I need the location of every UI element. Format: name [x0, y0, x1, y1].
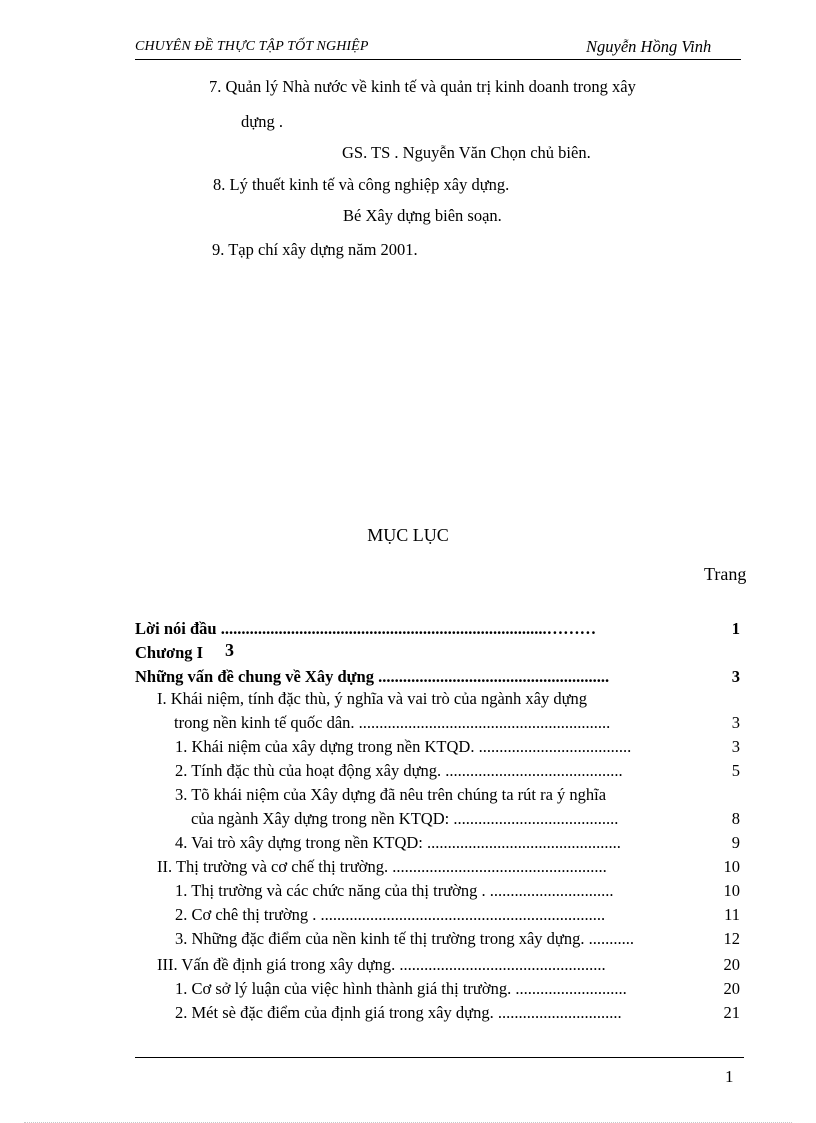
toc-entry [0, 689, 816, 713]
footer-rule [135, 1057, 744, 1058]
toc-entry [0, 785, 816, 809]
toc-entry-page: 8 [731, 809, 740, 828]
reference-item-7: 7. Quản lý Nhà nước về kinh tế và quản trị kinh doanh trong xây [209, 77, 636, 96]
running-header-title: CHUYÊN ĐỀ THỰC TẬP TỐT NGHIỆP [135, 39, 369, 54]
toc-entry-page: 20 [723, 955, 740, 974]
toc-entry [0, 619, 816, 643]
toc-entry-text: Chương I [135, 643, 204, 662]
toc-entry [0, 737, 816, 761]
toc-entry-text: 3. Tõ khái niệm của Xây dựng đã nêu trên chúng ta rút ra ý nghĩa [175, 785, 607, 804]
toc-entry-text: 1. Cơ sở lý luận của việc hình thành giá thị trường. ........................... [175, 979, 627, 998]
toc-entry-page: 11 [724, 905, 740, 924]
toc-entry [0, 833, 816, 857]
running-header-author: Nguyễn Hồng Vinh [586, 37, 712, 56]
toc-entry-page: 9 [731, 833, 740, 852]
toc-entry [0, 955, 816, 979]
reference-item-7-continued: dựng . [241, 112, 283, 131]
toc-entry [0, 881, 816, 905]
reference-item-7-editor: GS. TS . Nguyễn Văn Chọn chủ biên. [342, 143, 591, 162]
toc-entry-text: Những vấn đề chung về Xây dựng ........................................................ [135, 667, 610, 686]
chapter-number: 3 [225, 640, 234, 660]
toc-title: MỤC LỤC [367, 525, 449, 545]
toc-entry-page: 20 [723, 979, 740, 998]
toc-entry-text: I. Khái niệm, tính đặc thù, ý nghĩa và vai trò của ngành xây dựng [157, 689, 588, 708]
toc-entry-page: 12 [723, 929, 740, 948]
toc-entry [0, 809, 816, 833]
toc-entry-text: 2. Mét sè đặc điểm của định giá trong xây dựng. .............................. [175, 1003, 622, 1022]
toc-entry-page: 21 [723, 1003, 740, 1022]
toc-entry-page: 3 [731, 737, 740, 756]
toc-entry [0, 929, 816, 953]
toc-entry [0, 1003, 816, 1027]
toc-entry-text: của ngành Xây dựng trong nền KTQD: ........................................ [191, 809, 619, 828]
toc-entry-page: 10 [723, 857, 740, 876]
toc-entry [0, 979, 816, 1003]
toc-page-column-label: Trang [704, 564, 747, 584]
toc-entry-text: III. Vấn đề định giá trong xây dựng. .................................................. [157, 955, 606, 974]
toc-entry-text: 2. Tính đặc thù của hoạt động xây dựng. ........................................... [175, 761, 623, 780]
toc-entry-text: 2. Cơ chê thị trường . ..................................................................... [175, 905, 606, 924]
toc-entry-page: 1 [731, 619, 740, 638]
toc-entry-page: 3 [731, 713, 740, 732]
toc-entry [0, 905, 816, 929]
toc-entry-text: 3. Những đặc điểm của nền kinh tế thị trường trong xây dựng. ........... [175, 929, 634, 948]
toc-entry-page: 10 [723, 881, 740, 900]
reference-item-8-editor: Bé Xây dựng biên soạn. [343, 206, 502, 225]
reference-item-8: 8. Lý thuết kinh tế và công nghiệp xây dựng. [213, 175, 510, 194]
toc-entry-chapter [0, 643, 816, 667]
header-rule [135, 59, 741, 60]
toc-entry [0, 713, 816, 737]
toc-entry-text: 4. Vai trò xây dựng trong nền KTQD: ............................................... [175, 833, 621, 852]
toc-entry-page: 3 [731, 667, 740, 686]
toc-entry-text: Lời nói đầu ...............................................................................……… [135, 619, 597, 638]
toc-entry [0, 857, 816, 881]
reference-item-9: 9. Tạp chí xây dựng năm 2001. [212, 240, 418, 259]
toc-entry-text: trong nền kinh tế quốc dân. ............................................................. [174, 713, 611, 732]
toc-entry-text: 1. Thị trường và các chức năng của thị trường . .............................. [175, 881, 614, 900]
page-number: 1 [725, 1067, 734, 1086]
toc-entry-text: II. Thị trường và cơ chế thị trường. .................................................... [157, 857, 607, 876]
toc-entry-page: 5 [731, 761, 740, 780]
toc-entry [0, 667, 816, 691]
toc-entry-text: 1. Khái niệm của xây dựng trong nền KTQD. ..................................... [175, 737, 632, 756]
toc-entry [0, 761, 816, 785]
